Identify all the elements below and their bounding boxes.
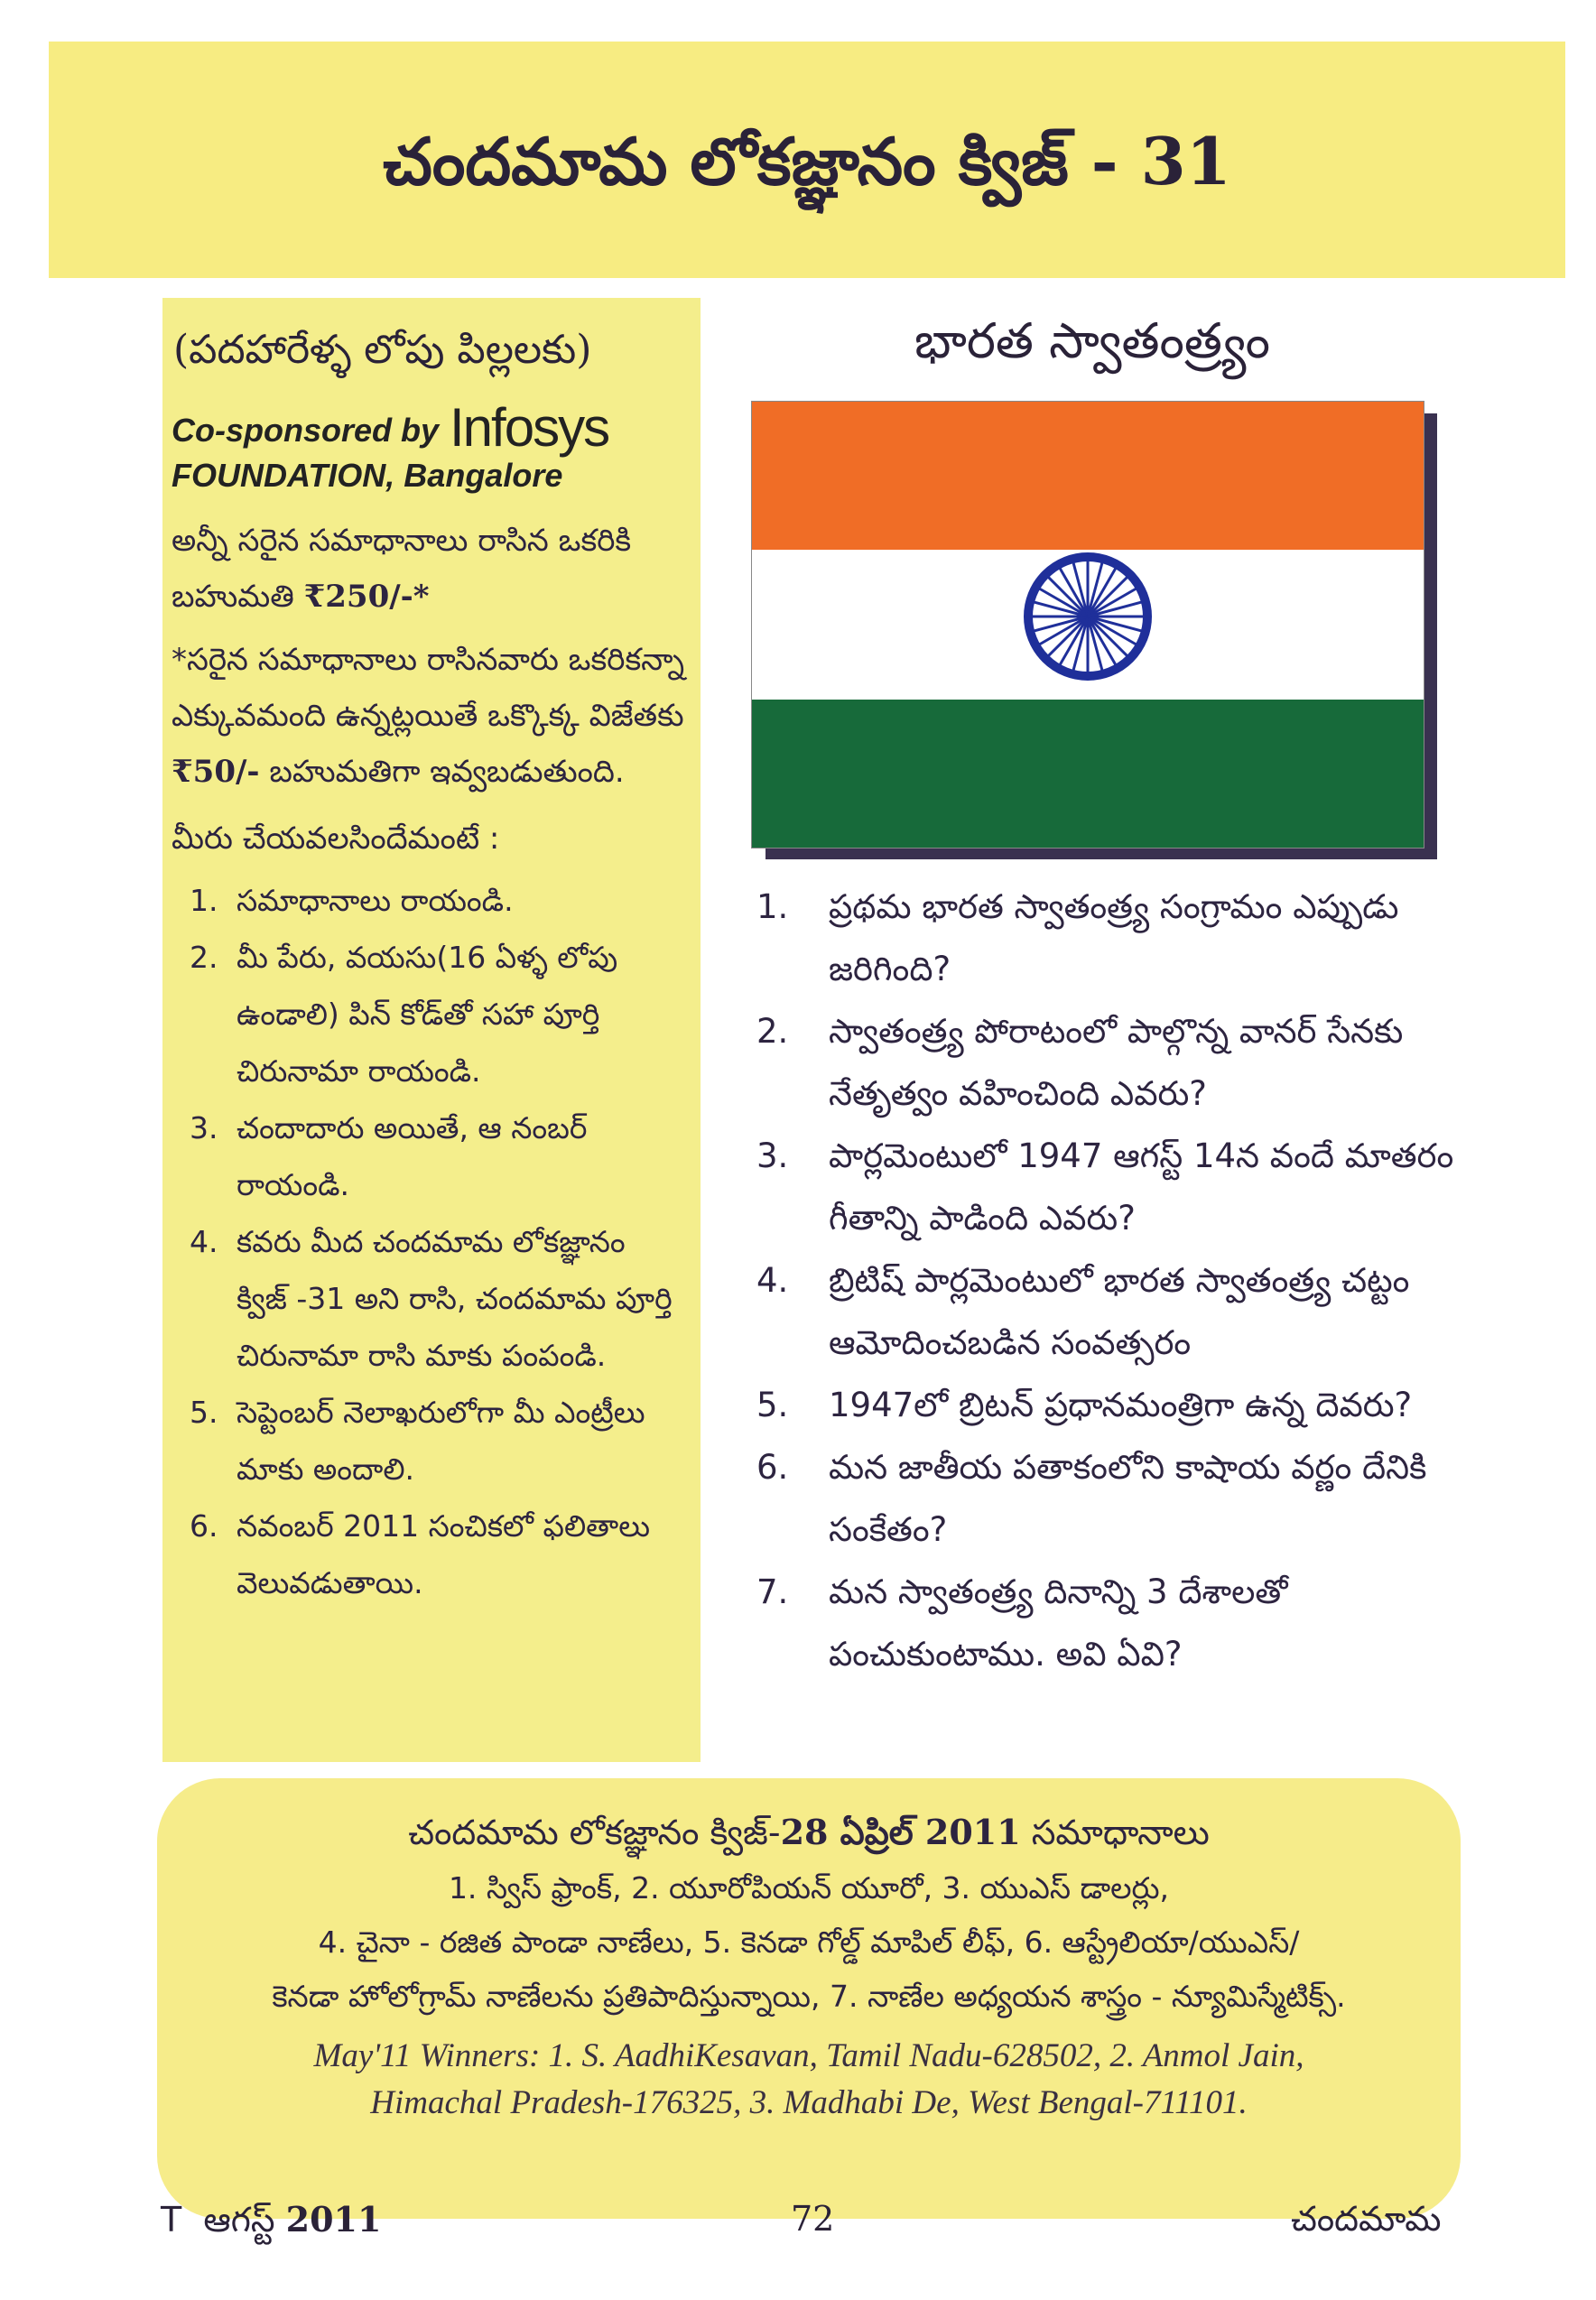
infosys-logo: Infosys xyxy=(450,397,609,458)
magazine-name: చందమామ xyxy=(1291,2199,1442,2239)
prize-info xyxy=(172,513,684,625)
sponsor-prefix: Co-sponsored by xyxy=(172,412,440,449)
questions-list xyxy=(756,876,1470,1685)
answers-title: చందమామ లోకజ్ఞానం క్విజ్-28 ఏప్రిల్ 2011 సమాధానాలు xyxy=(408,1812,1210,1852)
note-tail: బహుమతిగా ఇవ్వబడుతుంది. xyxy=(269,754,625,790)
flag-saffron-band xyxy=(752,402,1424,550)
steps-list xyxy=(172,872,684,1611)
topic-title: భారత స్వాతంత్ర్యం xyxy=(914,312,1270,369)
answers-line-3: కెనడా హోలోగ్రామ్ నాణేలను ప్రతిపాదిస్తున్నాయి, 7. నాణేల అధ్యయన శాస్త్రం - న్యూమిస్మేటిక్స్. xyxy=(272,1979,1346,2014)
question-item: 1. ప్రథమ భారత స్వాతంత్ర్య సంగ్రామం ఎప్పుడు జరిగింది? xyxy=(756,887,1399,988)
note-text: *సరైన సమాధానాలు రాసినవారు ఒకరికన్నా ఎక్కువమంది ఉన్నట్లయితే ఒక్కొక్క విజేతకు xyxy=(172,642,684,734)
ashoka-chakra-icon xyxy=(1020,549,1155,684)
steps-heading: మీరు చేయవలసిందేమంటే : xyxy=(172,821,500,857)
sponsor-foundation: FOUNDATION, Bangalore xyxy=(172,457,563,494)
winners-list xyxy=(193,2033,1424,2127)
question-item: 3. పార్లమెంటులో 1947 ఆగస్ట్ 14న వందే మాతరం గీతాన్ని పాడింది ఎవరు? xyxy=(756,1136,1454,1238)
previous-answers-box xyxy=(157,1778,1461,2219)
list-item: 2. మీ పేరు, వయసు(16 ఏళ్ళ లోపు ఉండాలి) పిన్ కోడ్‌తో సహా పూర్తి చిరునామా రాయండి. xyxy=(190,940,618,1089)
question-item: 4. బ్రిటిష్ పార్లమెంటులో భారత స్వాతంత్ర్య చట్టం ఆమోదించబడిన సంవత్సరం xyxy=(756,1261,1410,1362)
title-banner xyxy=(49,42,1565,278)
winners-line-2: Himachal Pradesh-176325, 3. Madhabi De, West Bengal-711101. xyxy=(370,2084,1248,2121)
indian-flag-image xyxy=(751,401,1437,859)
question-item: 6. మన జాతీయ పతాకంలోని కాషాయ వర్ణం దేనికి సంకేతం? xyxy=(756,1448,1427,1549)
footer-letter: T xyxy=(161,2200,182,2240)
footer-year: 2011 xyxy=(285,2199,382,2240)
flag xyxy=(751,401,1424,849)
note-amount: ₹50/- xyxy=(172,754,260,790)
answers-line-1: 1. స్విస్ ఫ్రాంక్, 2. యూరోపియన్ యూరో, 3. యుఎస్ డాలర్లు, xyxy=(448,1870,1170,1906)
page-title: చందమామ లోకజ్ఞానం క్విజ్ - 31 xyxy=(383,122,1231,199)
sponsor-line xyxy=(172,397,684,458)
age-subtitle: (పదహారేళ్ళ లోపు పిల్లలకు) xyxy=(173,327,592,373)
page-number: 72 xyxy=(791,2199,835,2239)
list-item: 5. సెప్టెంబర్ నెలాఖరులోగా మీ ఎంట్రీలు మాకు అందాలి. xyxy=(190,1395,645,1487)
list-item: 3. చందాదారు అయితే, ఆ నంబర్ రాయండి. xyxy=(190,1110,588,1202)
list-item: 1. సమాధానాలు రాయండి. xyxy=(190,883,514,918)
footer-month: ఆగస్ట్ xyxy=(203,2200,275,2240)
list-item: 6. నవంబర్ 2011 సంచికలో ఫలితాలు వెలువడుతాయి. xyxy=(190,1508,651,1600)
question-item: 2. స్వాతంత్ర్య పోరాటంలో పాల్గొన్న వానర్ సేనకు నేతృత్వం వహించింది ఎవరు? xyxy=(756,1012,1404,1113)
instructions-panel xyxy=(162,298,701,1762)
prize-amount: ₹250/-* xyxy=(303,579,430,615)
question-item: 5. 1947లో బ్రిటన్ ప్రధానమంత్రిగా ఉన్న దెవరు? xyxy=(756,1386,1413,1424)
flag-green-band xyxy=(752,700,1424,848)
list-item: 4. కవరు మీద చందమామ లోకజ్ఞానం క్విజ్ -31 అని రాసి, చందమామ పూర్తి చిరునామా రాసి మాకు పంపండి. xyxy=(190,1224,673,1373)
multi-winner-note xyxy=(172,632,684,800)
footer-issue-date xyxy=(161,2199,381,2249)
question-item: 7. మన స్వాతంత్ర్య దినాన్ని 3 దేశాలతో పంచుకుంటాము. అవి ఏవి? xyxy=(756,1572,1288,1674)
answers-line-2: 4. చైనా - రజిత పాండా నాణేలు, 5. కెనడా గోల్డ్ మాపిల్ లీఫ్, 6. ఆస్ట్రేలియా/యుఎస్/ xyxy=(318,1924,1300,1960)
winners-line-1: May'11 Winners: 1. S. AadhiKesavan, Tamil Nadu-628502, 2. Anmol Jain, xyxy=(313,2037,1304,2074)
prize-text: అన్నీ సరైన సమాధానాలు రాసిన ఒకరికి బహుమతి xyxy=(172,523,632,615)
